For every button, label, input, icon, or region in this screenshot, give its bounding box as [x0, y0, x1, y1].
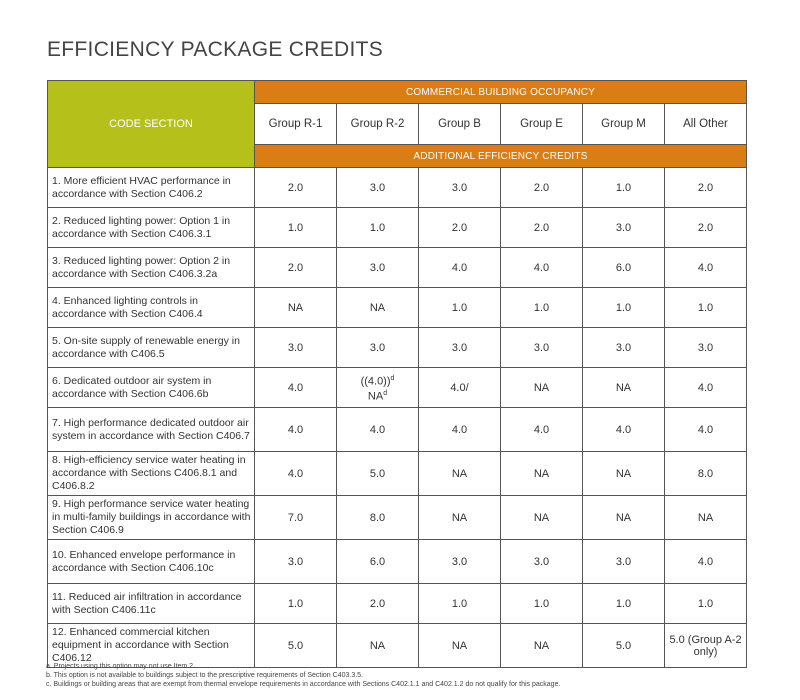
table-row [48, 168, 747, 208]
table-row [48, 540, 747, 584]
credit-cell: 1.0 [583, 584, 665, 624]
efficiency-credits-table [47, 80, 747, 668]
code-section-cell: 1. More efficient HVAC performance in accordance with Section C406.2 [48, 168, 255, 208]
credit-cell: 2.0 [665, 208, 747, 248]
credit-cell: NA [501, 496, 583, 540]
credit-cell: NA [583, 368, 665, 408]
table-row [48, 496, 747, 540]
credit-cell: 5.0 [337, 452, 419, 496]
credit-cell: 1.0 [501, 584, 583, 624]
credit-cell: 4.0 [665, 368, 747, 408]
table-body [48, 168, 747, 668]
credit-cell: 4.0 [501, 248, 583, 288]
code-section-cell: 7. High performance dedicated outdoor air system in accordance with Section C406.7 [48, 408, 255, 452]
credit-cell: 3.0 [337, 328, 419, 368]
code-section-header: CODE SECTION [48, 81, 255, 168]
credit-cell: 4.0 [255, 368, 337, 408]
credit-cell: 8.0 [665, 452, 747, 496]
table-row [48, 584, 747, 624]
credit-cell: NA [501, 624, 583, 668]
credit-cell: NA [583, 496, 665, 540]
footnote-marker: d [390, 374, 395, 382]
credit-cell: NA [501, 368, 583, 408]
footnote: c. Buildings or building areas that are exempt from thermal envelope requirements in accordance with Sections C402.1.1 and C402.1.2 do not qualify for this package. [46, 681, 561, 688]
code-section-cell: 10. Enhanced envelope performance in accordance with Section C406.10c [48, 540, 255, 584]
credit-cell: NA [419, 624, 501, 668]
credit-cell: 3.0 [501, 328, 583, 368]
credit-cell: 1.0 [665, 584, 747, 624]
credit-cell: 3.0 [583, 328, 665, 368]
group-header: Group E [501, 104, 583, 145]
credit-cell: 6.0 [583, 248, 665, 288]
group-header: Group R-1 [255, 104, 337, 145]
credit-value: ((4.0)) [360, 375, 391, 388]
credit-cell: 3.0 [419, 168, 501, 208]
credit-cell: 5.0 [583, 624, 665, 668]
credit-cell: 4.0 [337, 408, 419, 452]
group-header: Group R-2 [337, 104, 419, 145]
credit-cell: 3.0 [255, 540, 337, 584]
credit-cell: 1.0 [419, 288, 501, 328]
credit-cell: 1.0 [501, 288, 583, 328]
table-row [48, 368, 747, 408]
credit-cell: NA [583, 452, 665, 496]
code-section-cell: 2. Reduced lighting power: Option 1 in accordance with Section C406.3.1 [48, 208, 255, 248]
code-section-cell: 8. High-efficiency service water heating in accordance with Sections C406.8.1 and C406.8.2 [48, 452, 255, 496]
credit-cell: 1.0 [255, 208, 337, 248]
table-row [48, 248, 747, 288]
table-row [48, 288, 747, 328]
credit-cell: 2.0 [337, 584, 419, 624]
table-row [48, 624, 747, 668]
credit-cell: 1.0 [419, 584, 501, 624]
code-section-cell: 12. Enhanced commercial kitchen equipment in accordance with Section C406.12 [48, 624, 255, 668]
credit-cell [337, 368, 419, 408]
credit-cell: NA [665, 496, 747, 540]
group-header: Group B [419, 104, 501, 145]
table-row [48, 208, 747, 248]
credit-cell: 2.0 [501, 208, 583, 248]
credit-cell: 3.0 [337, 168, 419, 208]
credit-cell: 7.0 [255, 496, 337, 540]
code-section-cell: 4. Enhanced lighting controls in accordance with Section C406.4 [48, 288, 255, 328]
credit-cell: 4.0 [665, 248, 747, 288]
credit-cell: NA [337, 288, 419, 328]
credit-cell: 6.0 [337, 540, 419, 584]
credit-cell: 4.0 [419, 248, 501, 288]
group-header: All Other [665, 104, 747, 145]
credit-cell: 1.0 [337, 208, 419, 248]
credit-cell: 4.0 [583, 408, 665, 452]
credit-cell: NA [419, 452, 501, 496]
credit-cell: 4.0 [665, 540, 747, 584]
credit-cell: 4.0 [419, 408, 501, 452]
credit-cell: 2.0 [255, 168, 337, 208]
credit-cell: 4.0 [665, 408, 747, 452]
code-section-cell: 5. On-site supply of renewable energy in accordance with C406.5 [48, 328, 255, 368]
credit-cell: 3.0 [583, 540, 665, 584]
credit-cell: NA [255, 288, 337, 328]
footnote: b. This option is not available to buildings subject to the prescriptive requirements of Section C403.3.5. [46, 672, 363, 679]
credit-cell: 4.0 [255, 408, 337, 452]
credit-cell: 3.0 [337, 248, 419, 288]
credit-cell: NA [337, 624, 419, 668]
credits-header: ADDITIONAL EFFICIENCY CREDITS [255, 145, 747, 168]
page-title: EFFICIENCY PACKAGE CREDITS [47, 38, 384, 61]
credit-cell: 3.0 [501, 540, 583, 584]
credit-cell: 2.0 [255, 248, 337, 288]
occupancy-header: COMMERCIAL BUILDING OCCUPANCY [255, 81, 747, 104]
credit-cell: 2.0 [665, 168, 747, 208]
credit-cell: NA [501, 452, 583, 496]
credit-cell: 2.0 [501, 168, 583, 208]
table-row [48, 408, 747, 452]
credit-cell: 1.0 [665, 288, 747, 328]
credit-cell: 8.0 [337, 496, 419, 540]
credit-cell: 4.0/ [419, 368, 501, 408]
code-section-cell: 11. Reduced air infiltration in accordance with Section C406.11c [48, 584, 255, 624]
credit-cell: 1.0 [255, 584, 337, 624]
credit-cell: 1.0 [583, 168, 665, 208]
credit-cell: 3.0 [419, 328, 501, 368]
credit-cell: 2.0 [419, 208, 501, 248]
credit-cell: 3.0 [583, 208, 665, 248]
credit-cell: 4.0 [501, 408, 583, 452]
credit-cell: 3.0 [255, 328, 337, 368]
code-section-cell: 6. Dedicated outdoor air system in accordance with Section C406.6b [48, 368, 255, 408]
credit-cell: 5.0 (Group A-2 only) [665, 624, 747, 668]
credit-cell: 1.0 [583, 288, 665, 328]
credit-cell: 4.0 [255, 452, 337, 496]
table-row [48, 328, 747, 368]
code-section-cell: 3. Reduced lighting power: Option 2 in accordance with Section C406.3.2a [48, 248, 255, 288]
table-row [48, 452, 747, 496]
credit-cell: 5.0 [255, 624, 337, 668]
footnotes [46, 662, 560, 689]
footnote-marker: d [383, 389, 388, 397]
credit-cell: 3.0 [419, 540, 501, 584]
group-header: Group M [583, 104, 665, 145]
footnote: a. Projects using this option may not use Item 2. [46, 663, 196, 670]
credit-cell: NA [419, 496, 501, 540]
credit-cell: 3.0 [665, 328, 747, 368]
code-section-cell: 9. High performance service water heating in multi-family buildings in accordance with Section C406.9 [48, 496, 255, 540]
credit-value: NA [367, 390, 384, 403]
